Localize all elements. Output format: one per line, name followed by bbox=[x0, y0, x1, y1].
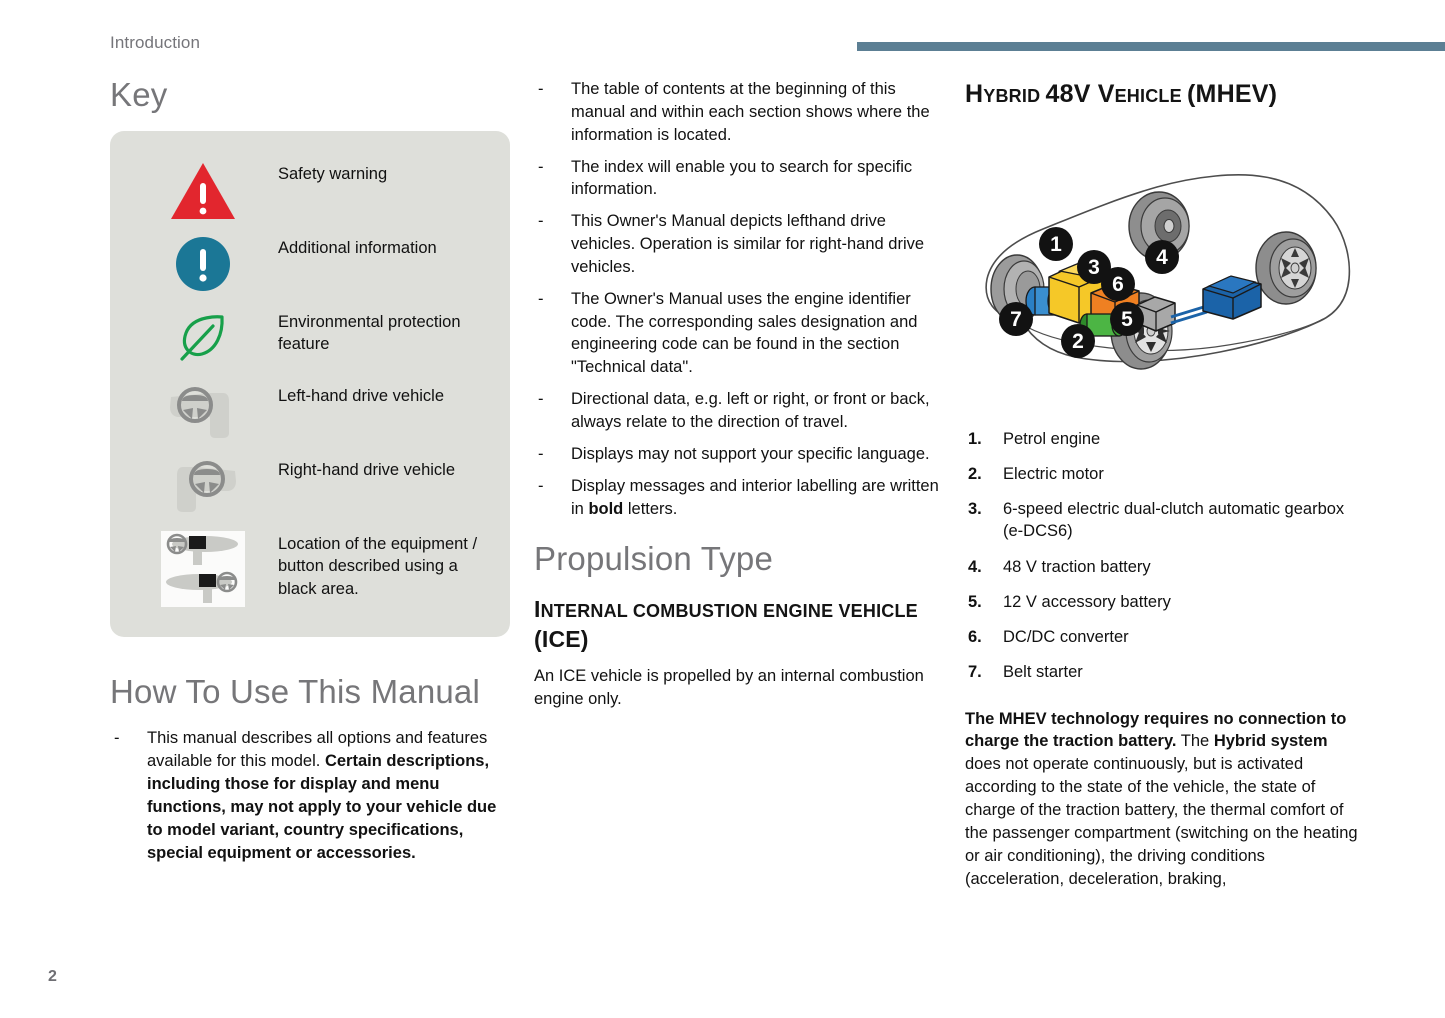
mhev-heading-sc2: EHICLE bbox=[1114, 86, 1188, 106]
right-column bbox=[965, 78, 1365, 890]
key-label: Safety warning bbox=[278, 164, 388, 183]
svg-text:6: 6 bbox=[1112, 272, 1124, 296]
breadcrumb: Introduction bbox=[110, 33, 201, 52]
bullet-lead: Display messages and interior labelling are written in bbox=[571, 476, 939, 518]
key-label: Additional information bbox=[278, 238, 437, 257]
list-item bbox=[965, 428, 1365, 450]
bullet-bold: bold bbox=[588, 499, 624, 518]
svg-text:4: 4 bbox=[1156, 245, 1168, 269]
key-row-black-area-location bbox=[110, 527, 510, 607]
list-item: - The table of contents at the beginning of this manual and within each section shows where the information is located. bbox=[534, 78, 942, 147]
svg-text:3: 3 bbox=[1088, 255, 1100, 279]
list-item: - Directional data, e.g. left or right, or front or back, always relate to the direction of travel. bbox=[534, 388, 942, 434]
how-to-use-heading: How To Use This Manual bbox=[110, 672, 481, 710]
list-item bbox=[965, 498, 1365, 543]
mhev-note-bold-lead: The MHEV technology requires no connection to charge the traction battery. bbox=[965, 709, 1347, 751]
mhev-heading-sc1: YBRID bbox=[983, 86, 1046, 106]
left-column bbox=[110, 78, 510, 873]
mhev-heading-abbrev: (MHEV) bbox=[1187, 80, 1278, 108]
leaf-icon bbox=[128, 305, 278, 365]
list-label: Electric motor bbox=[1003, 464, 1104, 483]
component-traction-battery bbox=[1203, 276, 1261, 319]
info-circle-icon bbox=[128, 231, 278, 293]
list-number: 1. bbox=[968, 429, 982, 448]
mhev-note-tail: does not operate continuously, but is activated according to the state of the vehicle, the state of charge of the traction battery, the thermal comfort of the passenger compartment (switching on the heating or air conditioning), the driving conditions (acceleration, deceleration, braking, bbox=[965, 755, 1358, 888]
key-row-additional-information bbox=[110, 231, 510, 305]
intro-bullet-list bbox=[534, 78, 942, 520]
key-row-right-hand-drive bbox=[110, 453, 510, 527]
propulsion-type-heading: Propulsion Type bbox=[534, 540, 774, 578]
mhev-heading bbox=[965, 78, 1365, 111]
list-item bbox=[965, 626, 1365, 648]
callout-2 bbox=[1061, 324, 1095, 358]
list-item bbox=[965, 463, 1365, 485]
key-label: Environmental protection feature bbox=[278, 312, 461, 354]
callout-1 bbox=[1039, 227, 1073, 261]
key-row-safety-warning bbox=[110, 157, 510, 231]
key-label: Left-hand drive vehicle bbox=[278, 386, 445, 405]
list-item bbox=[965, 591, 1365, 613]
list-label: 48 V traction battery bbox=[1003, 557, 1151, 576]
list-item: - The Owner's Manual uses the engine identifier code. The corresponding sales designation and engineering code can be found in the section "Technical data". bbox=[534, 288, 942, 379]
right-hand-drive-icon bbox=[128, 453, 278, 519]
list-item bbox=[965, 556, 1365, 578]
ice-heading-smallcaps: NTERNAL COMBUSTION ENGINE VEHICLE bbox=[540, 600, 918, 621]
svg-text:1: 1 bbox=[1050, 232, 1062, 256]
key-heading: Key bbox=[110, 76, 168, 113]
ice-heading-abbrev: (ICE) bbox=[534, 625, 589, 652]
list-item: - Displays may not support your specific language. bbox=[534, 443, 942, 466]
mhev-note-plain-1: The bbox=[1176, 732, 1214, 751]
list-number: 5. bbox=[968, 592, 982, 611]
list-item: - The index will enable you to search for specific information. bbox=[534, 156, 942, 202]
list-label: 12 V accessory battery bbox=[1003, 592, 1171, 611]
key-label: Location of the equipment / button described using a black area. bbox=[278, 534, 478, 599]
callout-4 bbox=[1145, 240, 1179, 274]
how-to-bold-text: Certain descriptions, including those for display and menu functions, may not apply to your vehicle due to model variant, country specifications, special equipment or accessories. bbox=[147, 752, 497, 862]
middle-column bbox=[534, 78, 942, 720]
list-item bbox=[965, 661, 1365, 683]
callout-5 bbox=[1110, 302, 1144, 336]
list-number: 4. bbox=[968, 557, 982, 576]
how-to-use-list bbox=[110, 727, 510, 864]
list-number: 6. bbox=[968, 628, 982, 647]
ice-heading bbox=[534, 595, 942, 655]
list-item: - This Owner's Manual depicts lefthand drive vehicles. Operation is similar for right-hand drive vehicles. bbox=[534, 210, 942, 279]
black-area-location-icon bbox=[128, 527, 278, 607]
mhev-heading-cap2: V bbox=[1097, 80, 1115, 108]
list-number: 3. bbox=[968, 500, 982, 519]
ice-heading-cap: I bbox=[534, 595, 541, 622]
bullet-tail: letters. bbox=[623, 499, 678, 518]
key-label: Right-hand drive vehicle bbox=[278, 460, 456, 479]
svg-text:2: 2 bbox=[1072, 329, 1084, 353]
header-accent-rule bbox=[857, 42, 1445, 51]
left-hand-drive-icon bbox=[128, 379, 278, 445]
list-number: 2. bbox=[968, 464, 982, 483]
how-to-plain-text: This manual describes all options and features available for this model. bbox=[147, 729, 488, 771]
key-legend-box bbox=[110, 131, 510, 637]
list-label: Belt starter bbox=[1003, 663, 1083, 682]
mhev-component-list bbox=[965, 428, 1365, 684]
mhev-note-paragraph bbox=[965, 708, 1365, 891]
list-label: DC/DC converter bbox=[1003, 628, 1129, 647]
svg-text:5: 5 bbox=[1121, 307, 1133, 331]
mhev-note-bold-mid: Hybrid system bbox=[1213, 732, 1328, 751]
callout-6 bbox=[1101, 267, 1135, 301]
mhev-heading-48v: 48V bbox=[1045, 80, 1098, 108]
key-row-left-hand-drive bbox=[110, 379, 510, 453]
list-item bbox=[110, 727, 510, 864]
page-number: 2 bbox=[48, 968, 57, 985]
svg-text:7: 7 bbox=[1010, 307, 1022, 331]
wheel-rear-right bbox=[1256, 232, 1316, 304]
mhev-powertrain-diagram bbox=[965, 141, 1365, 406]
mhev-heading-cap: H bbox=[965, 80, 984, 108]
ice-body-text: An ICE vehicle is propelled by an internal combustion engine only. bbox=[534, 666, 924, 708]
callout-7 bbox=[999, 302, 1033, 336]
list-item bbox=[534, 475, 942, 521]
list-number: 7. bbox=[968, 663, 982, 682]
warning-triangle-icon bbox=[128, 157, 278, 221]
list-label: 6-speed electric dual-clutch automatic gearbox (e-DCS6) bbox=[1003, 500, 1345, 541]
key-row-environmental bbox=[110, 305, 510, 379]
list-label: Petrol engine bbox=[1003, 429, 1101, 448]
